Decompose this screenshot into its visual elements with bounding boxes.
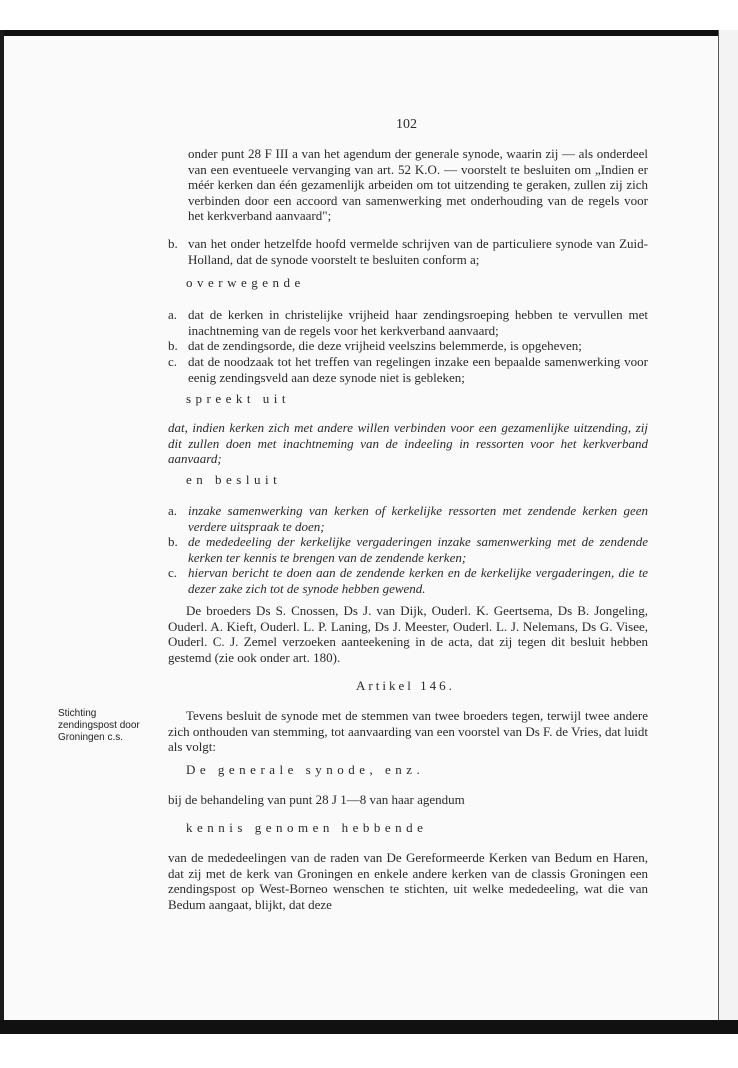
en-besluit-heading: en besluit (186, 472, 282, 487)
overwegende-item-c (168, 354, 648, 385)
besluit-item-a-marker: a. (168, 503, 178, 518)
overwegende-item-b-text: dat de zendingsorde, die deze vrijheid veelszins belemmerde, is opgeheven; (188, 338, 582, 353)
overwegende-item-c-text: dat de noodzaak tot het treffen van regelingen inzake een bepaalde samenwerking voor eenig zendingsveld aan deze synode niet is gebleken; (188, 354, 648, 385)
intro-item-b-text: van het onder hetzelfde hoofd vermelde schrijven van de particuliere synode van Zuid-Holland, dat de synode voorstelt te besluiten conform a; (188, 236, 648, 267)
besluit-item-b-marker: b. (168, 534, 178, 549)
kennis-heading: kennis genomen hebbende (186, 820, 428, 835)
besluit-item-a (168, 503, 648, 534)
intro-item-b-marker: b. (168, 236, 178, 251)
final-paragraph: van de mededeelingen van de raden van De Gereformeerde Kerken van Bedum en Haren, dat zij met de kerk van Groningen en enkele andere kerken van de classis Groningen een zendingspost op West-Borneo wenschen te stichten, uit welke mededeeling, wat die van Bedum aangaat, blijkt, dat deze (168, 850, 648, 912)
page-number: 102 (396, 117, 417, 132)
overwegende-item-b-marker: b. (168, 338, 178, 353)
overwegende-heading: overwegende (186, 275, 305, 290)
besluit-item-b-text: de mededeeling der kerkelijke vergaderingen inzake samenwerking met de zendende kerken ter kennis te brengen van de zendende kerken; (188, 534, 648, 565)
overwegende-item-a-marker: a. (168, 307, 178, 322)
continuation-paragraph: onder punt 28 F III a van het agendum der generale synode, waarin zij — als onderdeel van een eventueele vervanging van art. 52 K.O. — voorstelt te besluiten om „Indien er méér kerken dan één gezamenlijk arbeiden om tot uitzending te geraken, zullen zij zich verbinden door een accoord van samenwerking met onderhouding van de regels voor het kerkverband aanvaard"; (188, 146, 648, 223)
spreekt-uit-text: dat, indien kerken zich met andere willen verbinden voor een gezamenlijke uitzending, zij dit zullen doen met inachtneming van de indeeling in ressorten voor het kerkverband aanvaard; (168, 420, 648, 466)
tevens-paragraph: Tevens besluit de synode met de stemmen van twee broeders tegen, terwijl twee andere zich onthouden van stemming, tot aanvaarding van een voorstel van Ds F. de Vries, dat luidt als volgt: (168, 708, 648, 754)
spreekt-uit-heading: spreekt uit (186, 391, 291, 406)
scan-page-edge-right (718, 30, 738, 1030)
article-heading: Artikel 146. (356, 678, 455, 693)
overwegende-item-a (168, 307, 648, 338)
besluit-item-c-text: hiervan bericht te doen aan de zendende kerken en de kerkelijke vergaderingen, die te dezer zake zich tot de synode hebben gewend. (188, 565, 648, 596)
synode-heading: De generale synode, enz. (186, 762, 425, 777)
margin-note: Stichting zendingspost door Groningen c.s. (58, 708, 140, 743)
besluit-item-c-marker: c. (168, 565, 178, 580)
intro-item-b (168, 236, 648, 267)
broeders-paragraph: De broeders Ds S. Cnossen, Ds J. van Dijk, Ouderl. K. Geertsema, Ds B. Jongeling, Ouderl. A. Kieft, Ouderl. L. P. Laning, Ds J. Meester, Ouderl. L. J. Nelemans, Ds G. Visee, Ouderl. C. J. Zemel verzoeken aanteekening in de acta, dat zij tegen dit besluit hebben gestemd (zie ook onder art. 180). (168, 603, 648, 665)
scan-border-bottom (0, 1020, 738, 1034)
overwegende-item-a-text: dat de kerken in christelijke vrijheid haar zendingsroeping hebben te vervullen met inachtneming van de regels voor het kerkverband aanvaard; (188, 307, 648, 338)
overwegende-item-c-marker: c. (168, 354, 178, 369)
besluit-item-c (168, 565, 648, 596)
agendum-line: bij de behandeling van punt 28 J 1—8 van haar agendum (168, 792, 465, 807)
besluit-item-a-text: inzake samenwerking van kerken of kerkelijke ressorten met zendende kerken geen verdere uitspraak te doen; (188, 503, 648, 534)
overwegende-item-b (168, 338, 648, 354)
besluit-item-b (168, 534, 648, 565)
